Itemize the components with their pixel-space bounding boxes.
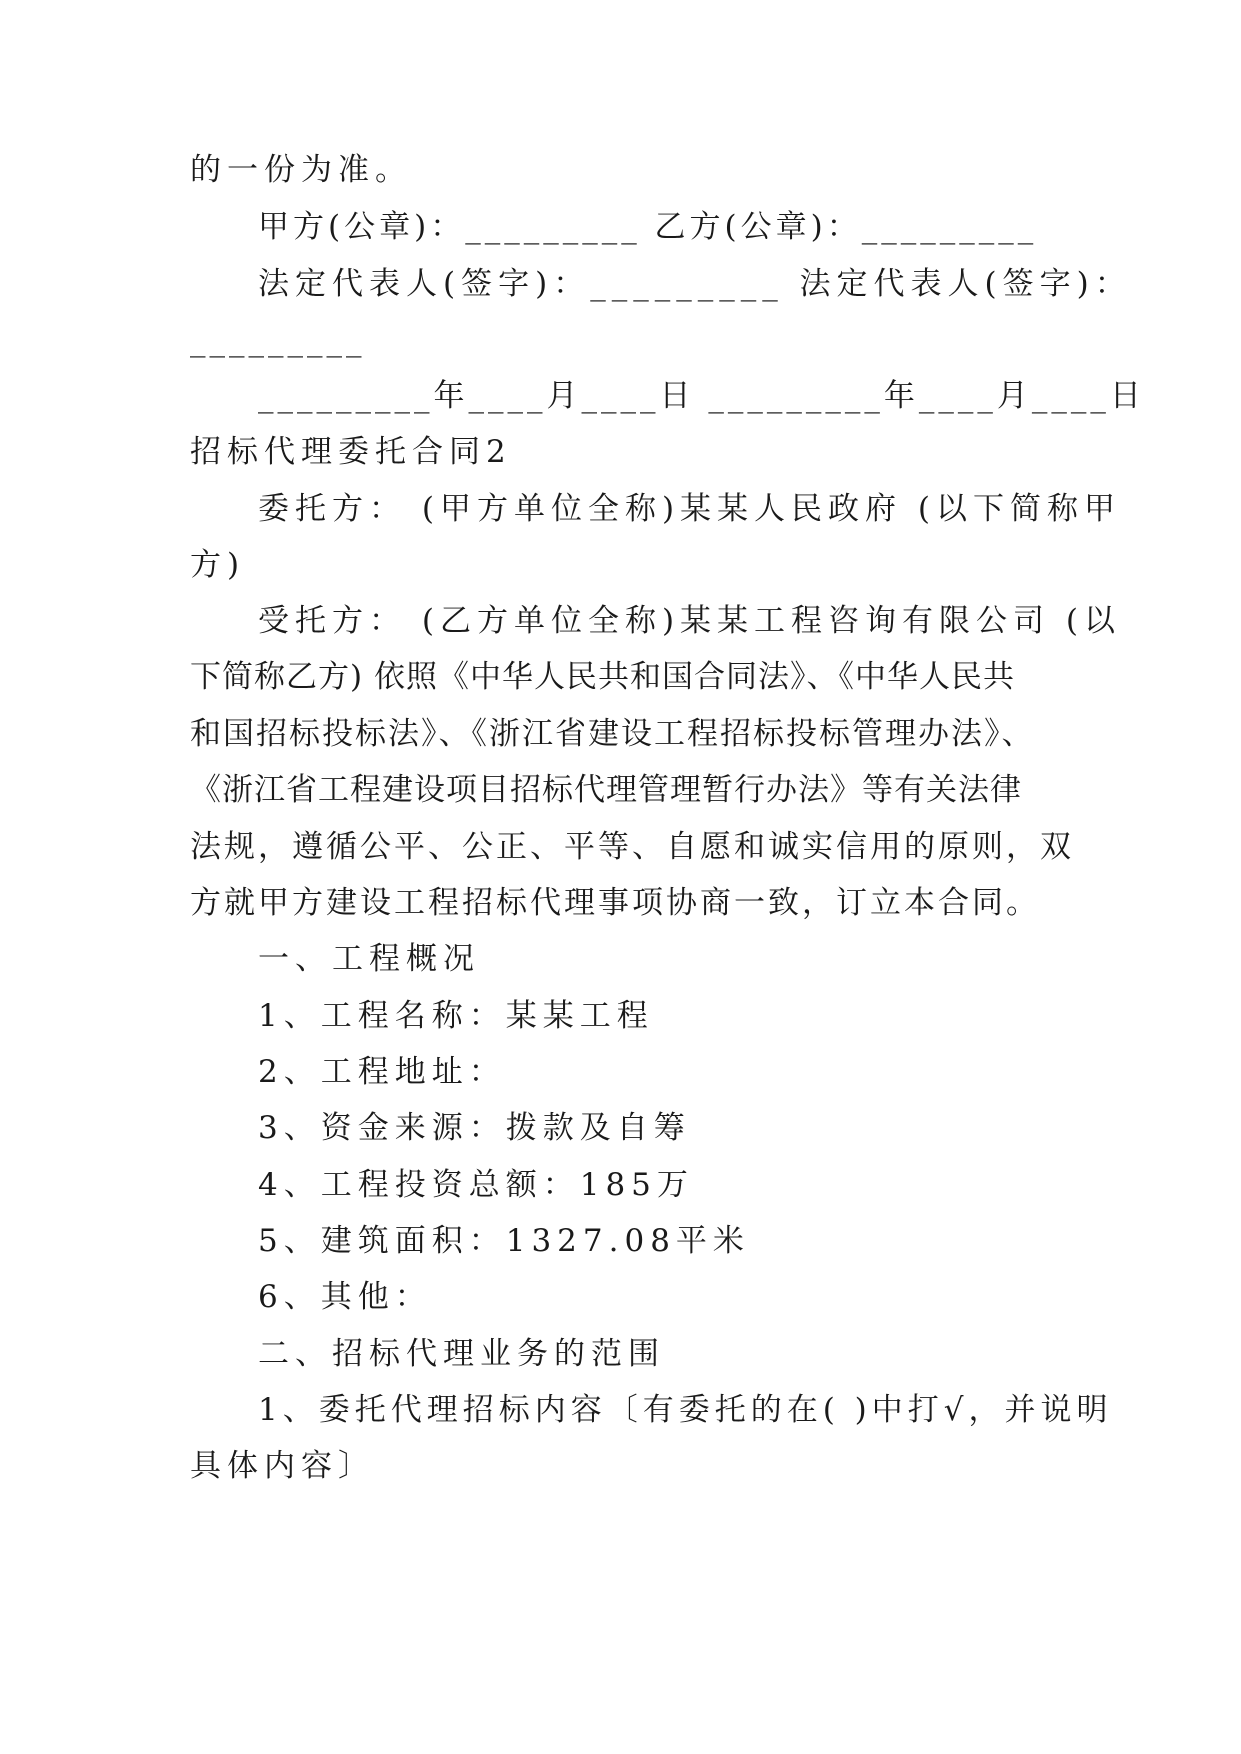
- item-project-address: 2、工程地址：: [258, 1054, 506, 1090]
- paragraph-line-3: 《浙江省工程建设项目招标代理管理暂行办法》等有关法律: [190, 772, 1022, 808]
- item-delegation-content: 1、委托代理招标内容〔有委托的在( )中打√，并说明: [258, 1392, 1113, 1428]
- text-line-1: 的一份为准。: [190, 152, 412, 188]
- item-total-investment: 4、工程投资总额：185万: [258, 1167, 694, 1203]
- signature-blank-line: _________: [190, 322, 366, 358]
- legal-representative-line: 法定代表人(签字)：_________ 法定代表人(签字)：: [258, 266, 1132, 302]
- client-line-cont: 方): [190, 547, 246, 583]
- heading-project-overview: 一、工程概况: [258, 941, 480, 977]
- agent-line: 受托方： (乙方单位全称)某某工程咨询有限公司 (以: [258, 603, 1121, 639]
- paragraph-line-1: 下简称乙方) 依照《中华人民共和国合同法》、《中华人民共: [190, 659, 1015, 695]
- heading-agency-scope: 二、招标代理业务的范围: [258, 1336, 665, 1372]
- date-line: _________年____月____日 _________年____月____日: [258, 378, 1145, 414]
- paragraph-line-5: 方就甲方建设工程招标代理事项协商一致，订立本合同。: [190, 885, 1040, 921]
- item-other: 6、其他：: [258, 1279, 432, 1315]
- item-project-name: 1、工程名称：某某工程: [258, 998, 654, 1034]
- section-title: 招标代理委托合同2: [190, 434, 512, 470]
- item-funding-source: 3、资金来源：拨款及自筹: [258, 1110, 691, 1146]
- paragraph-line-4: 法规，遵循公平、公正、平等、自愿和诚实信用的原则，双: [190, 829, 1074, 865]
- item-delegation-content-cont: 具体内容〕: [190, 1448, 375, 1484]
- item-building-area: 5、建筑面积：1327.08平米: [258, 1223, 750, 1259]
- signature-seal-line: 甲方(公章)：_________ 乙方(公章)：_________: [258, 209, 1038, 245]
- paragraph-line-2: 和国招标投标法》、《浙江省建设工程招标投标管理办法》、: [190, 716, 1035, 752]
- client-line: 委托方： (甲方单位全称)某某人民政府 (以下简称甲: [258, 491, 1121, 527]
